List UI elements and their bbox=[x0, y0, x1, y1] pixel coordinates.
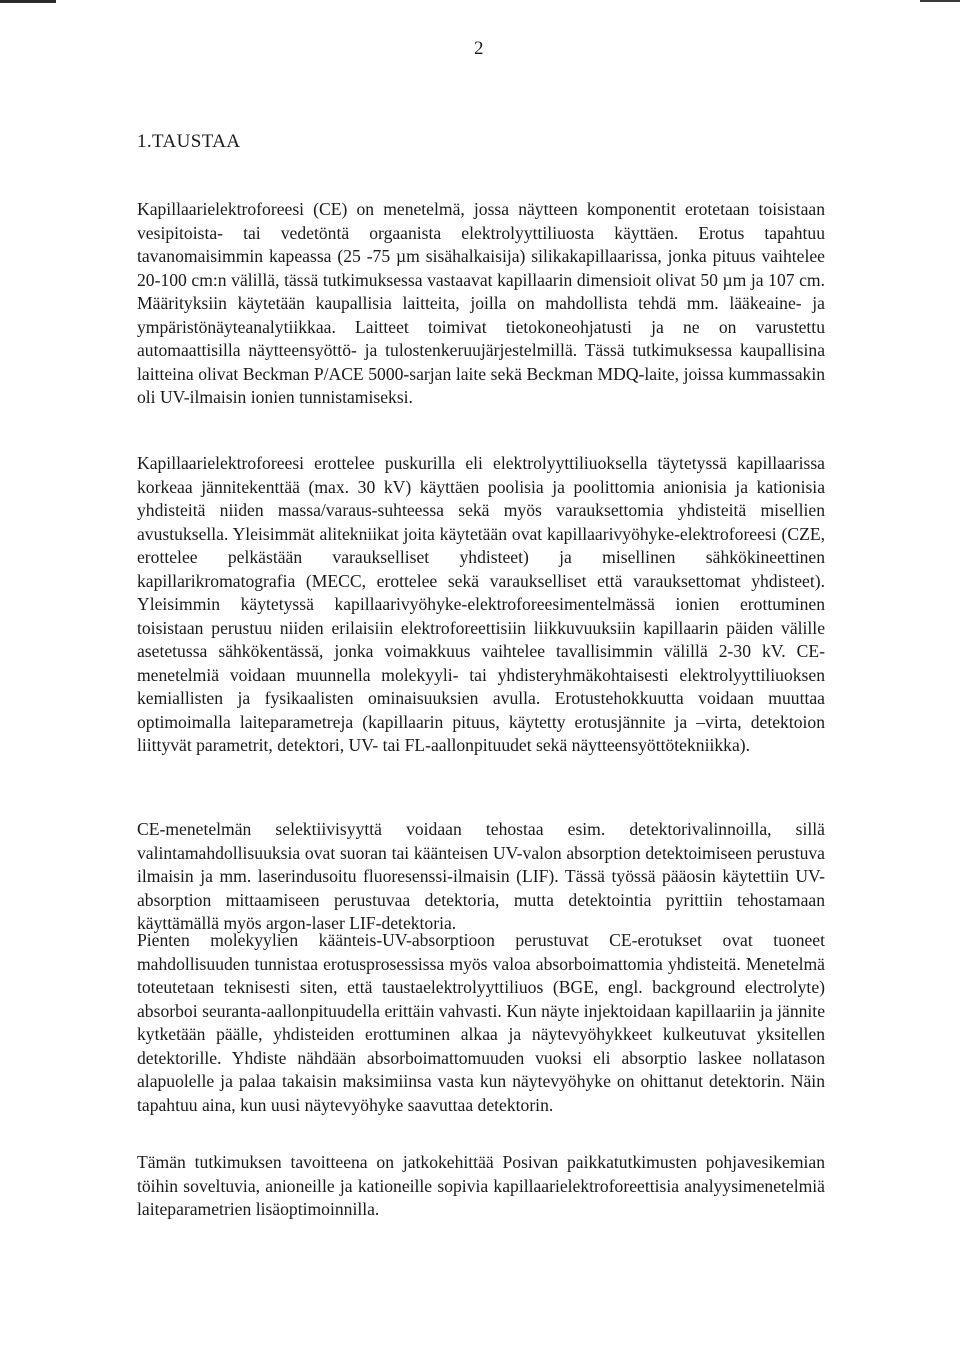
section-heading: 1.TAUSTAA bbox=[137, 131, 241, 152]
scan-edge-mark-left bbox=[0, 0, 56, 3]
scan-edge-mark-right bbox=[920, 0, 960, 2]
paragraph-selectivity-detection: CE-menetelmän selektiivisyyttä voidaan tehostaa esim. detektorivalinnoilla, sillä valintamahdollisuuksia ovat suoran tai käänteisen UV-valon absorption detektoimiseen perustuva ilmaisin ja mm. laserindusoitu fluoresenssi-ilmaisin (LIF). Tässä työssä pääosin käytettiin UV-absorption mittaamiseen perustuvaa detektoria, mutta detektointia pyrittiin tehostamaan käyttämällä myös argon-laser LIF-detektoria. bbox=[137, 819, 825, 933]
paragraph-separation-principle: Kapillaarielektroforeesi erottelee puskurilla eli elektrolyyttiliuoksella täytetyssä kapillaarissa korkeaa jännitekenttää (max. 30 kV) käyttäen poolisia ja poolittomia anionisia ja kationisia yhdisteitä niiden massa/varaus-suhteessa sekä myös varauksettomia yhdisteitä misellien avustuksella. Yleisimmät alitekniikat joita käytetään ovat kapillaarivyöhyke-elektroforeesi (CZE, erottelee pelkästään varaukselliset yhdisteet) ja misellinen sähkökineettinen kapillarikromatografia (MECC, erottelee sekä varaukselliset että varauksettomat yhdisteet). Yleisimmin käytetyssä kapillaarivyöhyke-elektroforeesimentelmässä ionien erottuminen toisistaan perustuu niiden erilaisiin elektroforeettisiin liikkuvuuksiin kapillaarin päiden välille asetetussa sähkökentässä, jonka voimakkuus vaihtelee tavallisimmin välillä 2-30 kV. CE-menetelmiä voidaan muunnella molekyyli- tai yhdisteryhmäkohtaisesti elektrolyyttiliuoksen kemiallisten ja fysikaalisten ominaisuuksien avulla. Erotustehokkuutta voidaan muuttaa optimoimalla laiteparametreja (kapillaarin pituus, käytetty erotusjännite ja –virta, detektoion liittyvät parametrit, detektori, UV- tai FL-aallonpituudet sekä näytteensyöttötekniikka). bbox=[137, 453, 825, 755]
paragraph-ce-intro: Kapillaarielektroforeesi (CE) on menetelmä, jossa näytteen komponentit erotetaan toisistaan vesipitoista- tai vedetöntä orgaanista elektrolyyttiliuosta käyttäen. Erotus tapahtuu tavanomaisimmin kapeassa (25 -75 µm sisähalkaisija) silikakapillaarissa, jonka pituus vaihtelee 20-100 cm:n välillä, tässä tutkimuksessa vastaavat kapillaarin dimensioit olivat 50 µm ja 107 cm. Määrityksiin käytetään kaupallisia laitteita, joilla on mahdollista tehdä mm. lääkeaine- ja ympäristönäyteanalytiikkaa. Laitteet toimivat tietokoneohjatusti ja ne on varustettu automaattisilla näytteensyöttö- ja tulostenkeruujärjestelmillä. Tässä tutkimuksessa kaupallisina laitteina olivat Beckman P/ACE 5000-sarjan laite sekä Beckman MDQ-laite, joissa kummassakin oli UV-ilmaisin ionien tunnistamiseksi. bbox=[137, 199, 825, 407]
paragraph-research-goal: Tämän tutkimuksen tavoitteena on jatkokehittää Posivan paikkatutkimusten pohjavesikemian töihin soveltuvia, anioneille ja kationeille sopivia kapillaarielektroforeettisia analyysimenetelmiä laiteparametrien lisäoptimoinnilla. bbox=[137, 1152, 825, 1219]
paragraph-indirect-uv: Pienten molekyylien käänteis-UV-absorptioon perustuvat CE-erotukset ovat tuoneet mahdollisuuden tunnistaa erotusprosessissa myös valoa absorboimattomia yhdisteitä. Menetelmä toteutetaan teknisesti siten, että taustaelektrolyyttiliuos (BGE, engl. background electrolyte) absorboi seuranta-aallonpituudella erittäin vahvasti. Kun näyte injektoidaan kapillaariin ja jännite kytketään päälle, yhdisteiden erottuminen alkaa ja näytevyöhykkeet kulkeutuvat yksitellen detektorille. Yhdiste nähdään absorboimattomuuden vuoksi eli absorptio laskee nollatason alapuolelle ja palaa takaisin maksimiinsa vasta kun näytevyöhyke on ohittanut detektorin. Näin tapahtuu aina, kun uusi näytevyöhyke saavuttaa detektorin. bbox=[137, 930, 825, 1115]
page-number: 2 bbox=[474, 38, 484, 59]
